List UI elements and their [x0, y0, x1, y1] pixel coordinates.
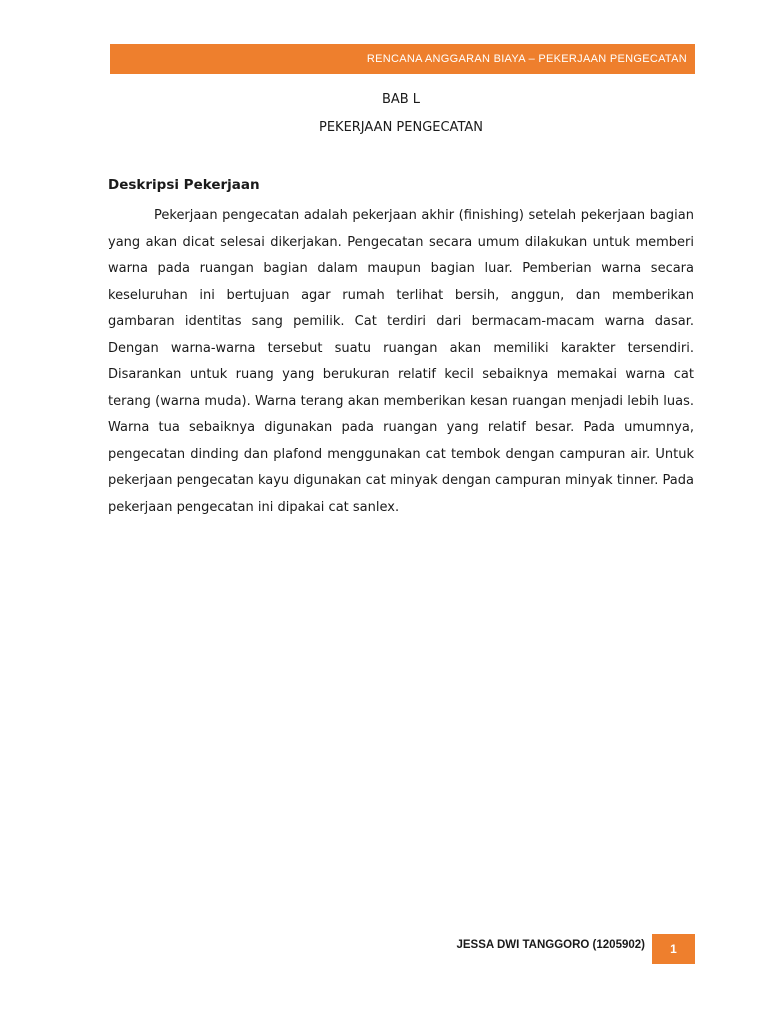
- chapter-title: PEKERJAAN PENGECATAN: [318, 120, 483, 135]
- page-number: 1: [670, 942, 677, 956]
- footer-author: JESSA DWI TANGGORO (1205902): [456, 939, 645, 951]
- chapter-number: BAB L: [381, 92, 421, 107]
- running-header: [110, 44, 695, 74]
- section-heading: Deskripsi Pekerjaan: [108, 177, 260, 193]
- page-number-badge: [652, 934, 695, 964]
- body-paragraph: Pekerjaan pengecatan adalah pekerjaan akhir (finishing) setelah pekerjaan bagian yang akan dicat selesai dikerjakan. Pengecatan secara umum dilakukan untuk memberi warna pada ruangan bagian dalam maupun bagian luar. Pemberian warna secara keseluruhan ini bertujuan agar rumah terlihat bersih, anggun, dan memberikan gambaran identitas sang pemilik. Cat terdiri dari bermacam-macam warna dasar. Dengan warna-warna tersebut suatu ruangan akan memiliki karakter tersendiri. Disarankan untuk ruang yang berukuran relatif kecil sebaiknya memakai warna cat terang (warna muda). Warna terang akan memberikan kesan ruangan menjadi lebih luas. Warna tua sebaiknya digunakan pada ruangan yang relatif besar. Pada umumnya, pengecatan dinding dan plafond menggunakan cat tembok dengan campuran air. Untuk pekerjaan pengecatan kayu digunakan cat minyak dengan campuran minyak tinner. Pada pekerjaan pengecatan ini dipakai cat sanlex.: [108, 208, 694, 515]
- header-title: RENCANA ANGGARAN BIAYA – PEKERJAAN PENGECATAN: [366, 53, 687, 65]
